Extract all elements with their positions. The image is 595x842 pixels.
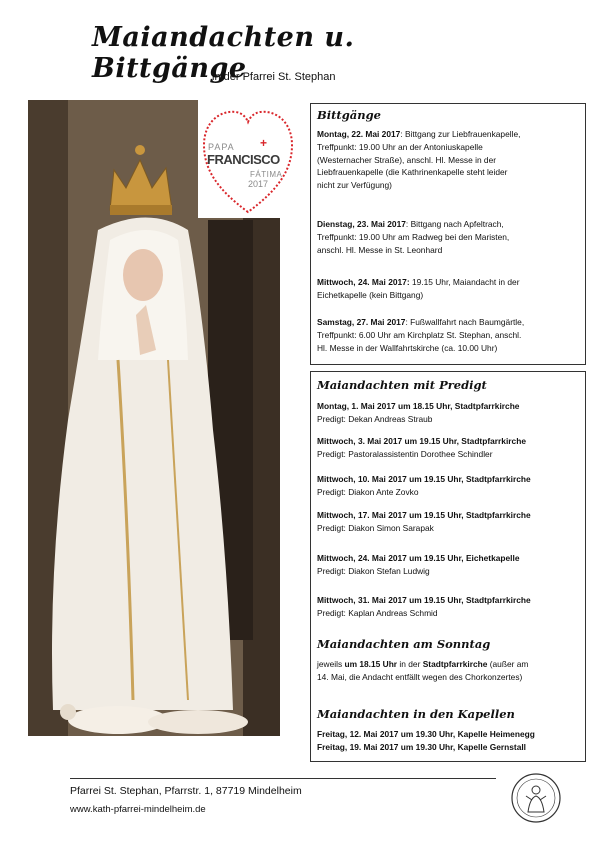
entry-text: : Bittgang nach Apfeltrach,: [405, 219, 504, 229]
footer-address: Pfarrei St. Stephan, Pfarrstr. 1, 87719 Mindelheim: [70, 785, 302, 797]
entry-head: Mittwoch, 31. Mai 2017 um 19.15 Uhr, Stadtpfarrkirche: [317, 595, 531, 605]
footer-divider: [70, 778, 496, 779]
predigt-entry-5: [317, 552, 581, 578]
sonntag-entry: [317, 658, 581, 684]
kapellen-line2: Freitag, 19. Mai 2017 um 19.30 Uhr, Kapelle Gernstall: [317, 741, 527, 752]
logo-year: 2017: [248, 179, 269, 189]
sonntag-line2: 14. Mai, die Andacht entfällt wegen des Chorkonzertes): [317, 671, 523, 682]
entry-date: Dienstag, 23. Mai 2017: [317, 219, 406, 229]
entry-date: Mittwoch, 24. Mai 2017:: [317, 277, 410, 287]
sonntag-post: (außer am: [487, 659, 529, 669]
entry-line: Treffpunkt: 19.00 Uhr am Radweg bei den Maristen,: [317, 231, 510, 242]
predigt-entry-6: [317, 594, 581, 620]
entry-line: Hl. Messe in der Wallfahrtskirche (ca. 10.00 Uhr): [317, 342, 498, 353]
kapellen-line1: Freitag, 12. Mai 2017 um 19.30 Uhr, Kapelle Heimenegg: [317, 729, 535, 739]
predigt-entry-1: [317, 400, 581, 426]
entry-sub: Predigt: Diakon Ante Zovko: [317, 486, 419, 497]
entry-head: Montag, 1. Mai 2017 um 18.15 Uhr, Stadtpfarrkirche: [317, 401, 520, 411]
bittgang-entry-2: [317, 218, 581, 256]
sonntag-time: um 18.15 Uhr: [344, 659, 398, 669]
entry-sub: Predigt: Diakon Simon Sarapak: [317, 522, 434, 533]
page-subtitle: in der Pfarrei St. Stephan: [212, 71, 336, 83]
entry-sub: Predigt: Dekan Andreas Straub: [317, 413, 433, 424]
entry-text: 19.15 Uhr, Maiandacht in der: [409, 277, 520, 287]
entry-sub: Predigt: Pastoralassistentin Dorothee Schindler: [317, 448, 493, 459]
maiandachten-box: [310, 371, 586, 762]
papa-francisco-fatima-logo: [198, 100, 298, 218]
entry-line: (Westernacher Straße), anschl. Hl. Messe in der: [317, 154, 497, 165]
entry-head: Mittwoch, 3. Mai 2017 um 19.15 Uhr, Stadtpfarrkirche: [317, 436, 526, 446]
sonntag-place: Stadtpfarrkirche: [422, 659, 488, 669]
sonntag-mid: in der: [397, 659, 423, 669]
logo-fatima: FÁTIMA: [250, 170, 283, 179]
logo-francisco: FRANCISCO: [207, 152, 280, 167]
entry-line: Liebfrauenkapelle (die Kathrinenkapelle steht leider: [317, 167, 508, 178]
bittgang-entry-4: [317, 316, 581, 354]
entry-sub: Predigt: Diakon Stefan Ludwig: [317, 565, 430, 576]
logo-cross: +: [260, 136, 268, 150]
entry-head: Mittwoch, 17. Mai 2017 um 19.15 Uhr, Stadtpfarrkirche: [317, 510, 531, 520]
entry-sub: Predigt: Kaplan Andreas Schmid: [317, 607, 438, 618]
entry-head: Mittwoch, 10. Mai 2017 um 19.15 Uhr, Stadtpfarrkirche: [317, 474, 531, 484]
parish-seal-icon: [510, 772, 562, 824]
entry-head: Mittwoch, 24. Mai 2017 um 19.15 Uhr, Eichetkapelle: [317, 553, 520, 563]
predigt-title: Maiandachten mit Predigt: [317, 378, 487, 392]
entry-line: anschl. Hl. Messe in St. Leonhard: [317, 244, 443, 255]
kapellen-entry: [317, 728, 581, 754]
entry-line: Treffpunkt: 6.00 Uhr am Kirchplatz St. Stephan, anschl.: [317, 329, 522, 340]
bittgang-entry-1: [317, 128, 581, 192]
footer-url[interactable]: www.kath-pfarrei-mindelheim.de: [70, 804, 206, 815]
entry-date: Montag, 22. Mai 2017: [317, 129, 401, 139]
entry-date: Samstag, 27. Mai 2017: [317, 317, 406, 327]
sonntag-title: Maiandachten am Sonntag: [317, 637, 491, 651]
bittgaenge-box: [310, 103, 586, 365]
kapellen-title: Maiandachten in den Kapellen: [317, 707, 515, 721]
entry-line: nicht zur Verfügung): [317, 180, 392, 191]
sonntag-pre: jeweils: [317, 659, 345, 669]
predigt-entry-4: [317, 509, 581, 535]
entry-text: : Fußwallfahrt nach Baumgärtle,: [405, 317, 525, 327]
predigt-entry-2: [317, 435, 581, 461]
bittgang-entry-3: [317, 276, 581, 302]
entry-text: : Bittgang zur Liebfrauenkapelle,: [400, 129, 521, 139]
entry-line: Treffpunkt: 19.00 Uhr an der Antoniuskapelle: [317, 141, 483, 152]
logo-papa: PAPA: [208, 142, 235, 152]
page-title: Maiandachten u. Bittgänge: [92, 22, 355, 84]
bittgaenge-title: Bittgänge: [317, 108, 381, 122]
entry-line: Eichetkapelle (kein Bittgang): [317, 289, 424, 300]
predigt-entry-3: [317, 473, 581, 499]
